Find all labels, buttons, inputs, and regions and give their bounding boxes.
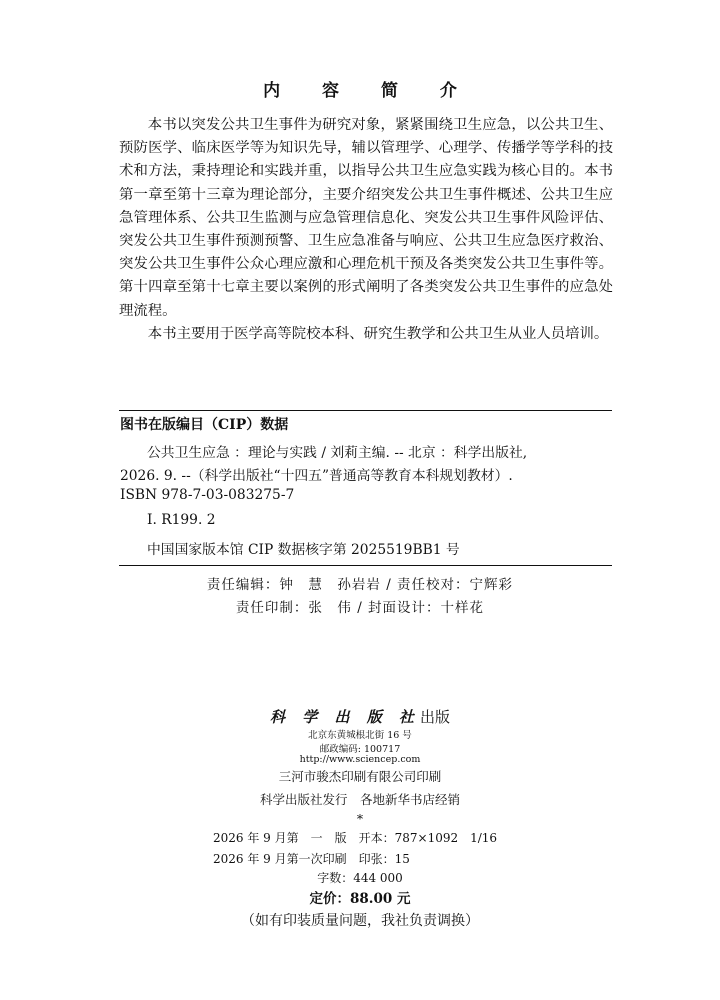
cip-isbn: ISBN 978-7-03-083275-7 bbox=[120, 487, 295, 503]
cip-bottom-rule bbox=[119, 565, 612, 566]
publisher-postcode: 邮政编码: 100717 bbox=[319, 744, 401, 755]
publisher-website: http://www.sciencep.com bbox=[299, 754, 421, 765]
publisher-name bbox=[0, 706, 720, 727]
distribution-info: 科学出版社发行 各地新华书店经销 bbox=[259, 792, 460, 807]
intro-paragraph-2: 本书主要用于医学高等院校本科、研究生教学和公共卫生从业人员培训。 bbox=[147, 325, 609, 342]
separator-star: * bbox=[356, 811, 364, 826]
responsibility-line-1: 责任编辑：钟 慧 孙岩岩 / 责任校对：宁辉彩 bbox=[206, 577, 514, 593]
word-count: 字数：444 000 bbox=[317, 871, 403, 885]
cip-top-rule bbox=[119, 410, 612, 411]
quality-notice: （如有印装质量问题，我社负责调换） bbox=[241, 913, 479, 929]
intro-section bbox=[119, 114, 613, 346]
edition-info: 2026 年 9 月第 一 版 开本：787×1092 1/16 bbox=[213, 831, 498, 845]
cip-line-2: 2026. 9. --（科学出版社“十四五”普通高等教育本科规划教材）. bbox=[120, 468, 513, 484]
intro-paragraph-1: 本书以突发公共卫生事件为研究对象，紧紧围绕卫生应急，以公共卫生、预防医学、临床医学等为知识先导，辅以管理学、心理学、传播学等学科的技术和方法，秉持理论和实践并重，以指导公共卫生应急实践为核心目的。本书第一章至第十三章为理论部分，主要介绍突发公共卫生事件概述、公共卫生应急管理体系、公共卫生监测与应急管理信息化、突发公共卫生事件风险评估、突发公共卫生事件预测预警、卫生应急准备与响应、公共卫生应急医疗救治、突发公共卫生事件公众心理应激和心理危机干预及各类突发公共卫生事件等。第十四章至第十七章主要以案例的形式阐明了各类突发公共卫生事件的应急处理流程。 bbox=[119, 117, 613, 319]
page-title: 内 容 简 介 bbox=[263, 81, 475, 101]
price: 定价：88.00 元 bbox=[309, 891, 411, 907]
publisher-logo-text: 科 学 出 版 社 bbox=[270, 708, 420, 726]
cip-line-1: 公共卫生应急 ：理论与实践 / 刘莉主编. -- 北京 ：科学出版社, bbox=[147, 445, 528, 461]
publisher-address: 北京东黄城根北街 16 号 bbox=[308, 730, 412, 741]
cip-record-number: 中国国家版本馆 CIP 数据核字第 2025519BB1 号 bbox=[147, 542, 460, 558]
printer-info: 三河市骏杰印刷有限公司印刷 bbox=[278, 769, 442, 784]
printing-info: 2026 年 9 月第一次印刷 印张：15 bbox=[213, 852, 410, 866]
cip-heading: 图书在版编目（CIP）数据 bbox=[120, 417, 289, 433]
publisher-suffix: 出版 bbox=[419, 708, 450, 726]
responsibility-line-2: 责任印制：张 伟 / 封面设计：十样花 bbox=[235, 600, 485, 616]
cip-classification: Ⅰ. R199. 2 bbox=[147, 512, 216, 528]
